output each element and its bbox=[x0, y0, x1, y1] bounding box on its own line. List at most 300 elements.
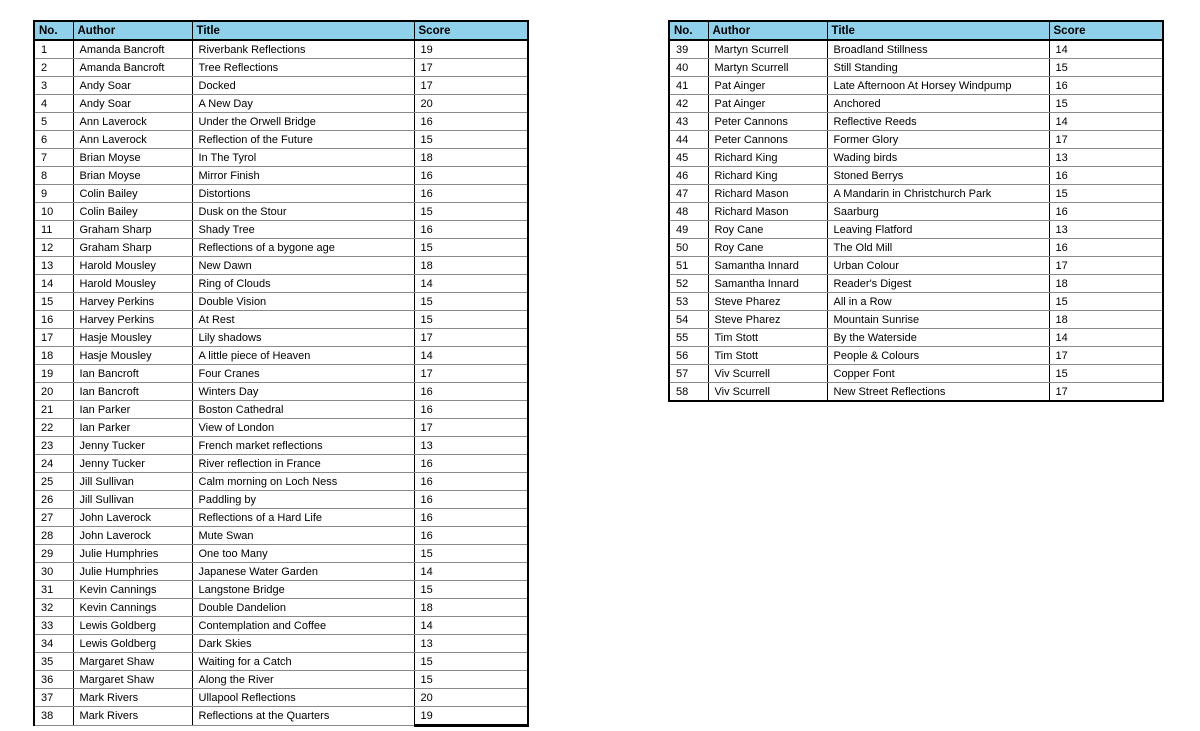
cell-title: A little piece of Heaven bbox=[192, 347, 414, 365]
cell-score: 17 bbox=[1049, 257, 1163, 275]
cell-author: Graham Sharp bbox=[73, 239, 192, 257]
table-row bbox=[34, 203, 528, 221]
cell-title: Riverbank Reflections bbox=[192, 40, 414, 59]
cell-score: 16 bbox=[1049, 77, 1163, 95]
column-header-author: Author bbox=[73, 21, 192, 40]
cell-score: 15 bbox=[1049, 365, 1163, 383]
cell-author: Jenny Tucker bbox=[73, 437, 192, 455]
cell-author: Roy Cane bbox=[708, 221, 827, 239]
table-row bbox=[34, 527, 528, 545]
cell-score: 18 bbox=[414, 257, 528, 275]
cell-score: 17 bbox=[414, 77, 528, 95]
cell-title: River reflection in France bbox=[192, 455, 414, 473]
cell-title: Reflections of a bygone age bbox=[192, 239, 414, 257]
table-row bbox=[34, 185, 528, 203]
cell-score: 17 bbox=[1049, 383, 1163, 402]
table-row bbox=[669, 311, 1163, 329]
cell-author: Ann Laverock bbox=[73, 131, 192, 149]
cell-no: 27 bbox=[34, 509, 73, 527]
cell-author: Kevin Cannings bbox=[73, 599, 192, 617]
cell-title: Tree Reflections bbox=[192, 59, 414, 77]
cell-title: Leaving Flatford bbox=[827, 221, 1049, 239]
cell-no: 35 bbox=[34, 653, 73, 671]
column-header-no: No. bbox=[669, 21, 708, 40]
cell-title: Broadland Stillness bbox=[827, 40, 1049, 59]
cell-score: 15 bbox=[414, 653, 528, 671]
cell-title: Winters Day bbox=[192, 383, 414, 401]
cell-title: French market reflections bbox=[192, 437, 414, 455]
table-row bbox=[34, 635, 528, 653]
cell-title: Boston Cathedral bbox=[192, 401, 414, 419]
cell-no: 50 bbox=[669, 239, 708, 257]
cell-title: Lily shadows bbox=[192, 329, 414, 347]
cell-no: 5 bbox=[34, 113, 73, 131]
cell-author: Martyn Scurrell bbox=[708, 59, 827, 77]
cell-title: People & Colours bbox=[827, 347, 1049, 365]
cell-title: Reader's Digest bbox=[827, 275, 1049, 293]
cell-no: 49 bbox=[669, 221, 708, 239]
cell-author: Amanda Bancroft bbox=[73, 59, 192, 77]
table-row bbox=[669, 113, 1163, 131]
cell-score: 14 bbox=[414, 347, 528, 365]
cell-no: 21 bbox=[34, 401, 73, 419]
table-row bbox=[669, 347, 1163, 365]
table-row bbox=[34, 95, 528, 113]
cell-title: Dusk on the Stour bbox=[192, 203, 414, 221]
cell-score: 16 bbox=[414, 527, 528, 545]
cell-score: 16 bbox=[414, 167, 528, 185]
cell-author: Viv Scurrell bbox=[708, 383, 827, 402]
cell-no: 11 bbox=[34, 221, 73, 239]
results-table-left bbox=[33, 20, 529, 727]
cell-author: Tim Stott bbox=[708, 329, 827, 347]
cell-no: 4 bbox=[34, 95, 73, 113]
cell-score: 19 bbox=[414, 707, 528, 726]
cell-author: John Laverock bbox=[73, 509, 192, 527]
cell-title: Langstone Bridge bbox=[192, 581, 414, 599]
cell-title: Wading birds bbox=[827, 149, 1049, 167]
cell-author: Margaret Shaw bbox=[73, 671, 192, 689]
cell-author: Graham Sharp bbox=[73, 221, 192, 239]
cell-author: Peter Cannons bbox=[708, 131, 827, 149]
cell-score: 15 bbox=[414, 311, 528, 329]
cell-title: Under the Orwell Bridge bbox=[192, 113, 414, 131]
table-row bbox=[34, 59, 528, 77]
table-body bbox=[669, 40, 1163, 401]
cell-score: 16 bbox=[414, 455, 528, 473]
cell-no: 57 bbox=[669, 365, 708, 383]
cell-author: Colin Bailey bbox=[73, 203, 192, 221]
table-row bbox=[34, 419, 528, 437]
cell-score: 15 bbox=[414, 293, 528, 311]
cell-title: Mute Swan bbox=[192, 527, 414, 545]
cell-author: Ian Bancroft bbox=[73, 365, 192, 383]
column-header-score: Score bbox=[1049, 21, 1163, 40]
table-row bbox=[34, 473, 528, 491]
cell-no: 42 bbox=[669, 95, 708, 113]
cell-title: Ring of Clouds bbox=[192, 275, 414, 293]
cell-author: Samantha Innard bbox=[708, 257, 827, 275]
cell-title: Distortions bbox=[192, 185, 414, 203]
table-row bbox=[669, 203, 1163, 221]
table-row bbox=[669, 167, 1163, 185]
cell-no: 13 bbox=[34, 257, 73, 275]
cell-score: 13 bbox=[1049, 149, 1163, 167]
cell-no: 51 bbox=[669, 257, 708, 275]
table-row bbox=[34, 599, 528, 617]
cell-no: 14 bbox=[34, 275, 73, 293]
table-row bbox=[34, 149, 528, 167]
cell-author: Andy Soar bbox=[73, 77, 192, 95]
cell-title: Former Glory bbox=[827, 131, 1049, 149]
cell-no: 38 bbox=[34, 707, 73, 726]
cell-score: 17 bbox=[414, 365, 528, 383]
cell-no: 2 bbox=[34, 59, 73, 77]
cell-title: All in a Row bbox=[827, 293, 1049, 311]
cell-author: Pat Ainger bbox=[708, 95, 827, 113]
table-row bbox=[34, 275, 528, 293]
cell-title: Japanese Water Garden bbox=[192, 563, 414, 581]
column-header-score: Score bbox=[414, 21, 528, 40]
cell-title: Docked bbox=[192, 77, 414, 95]
cell-author: Margaret Shaw bbox=[73, 653, 192, 671]
cell-title: Ullapool Reflections bbox=[192, 689, 414, 707]
cell-author: Ian Parker bbox=[73, 401, 192, 419]
cell-title: Reflections of a Hard Life bbox=[192, 509, 414, 527]
column-header-no: No. bbox=[34, 21, 73, 40]
cell-author: Ian Parker bbox=[73, 419, 192, 437]
table-row bbox=[669, 149, 1163, 167]
cell-author: Julie Humphries bbox=[73, 563, 192, 581]
table-row bbox=[34, 40, 528, 59]
cell-author: Mark Rivers bbox=[73, 707, 192, 726]
cell-title: Reflections at the Quarters bbox=[192, 707, 414, 726]
cell-title: Saarburg bbox=[827, 203, 1049, 221]
cell-title: Double Dandelion bbox=[192, 599, 414, 617]
cell-title: Mirror Finish bbox=[192, 167, 414, 185]
cell-score: 20 bbox=[414, 689, 528, 707]
cell-author: Brian Moyse bbox=[73, 167, 192, 185]
table-row bbox=[34, 563, 528, 581]
cell-author: Jill Sullivan bbox=[73, 491, 192, 509]
cell-title: Anchored bbox=[827, 95, 1049, 113]
cell-no: 18 bbox=[34, 347, 73, 365]
cell-no: 39 bbox=[669, 40, 708, 59]
cell-author: Tim Stott bbox=[708, 347, 827, 365]
cell-score: 16 bbox=[414, 491, 528, 509]
cell-author: Richard Mason bbox=[708, 203, 827, 221]
cell-score: 15 bbox=[414, 239, 528, 257]
cell-no: 47 bbox=[669, 185, 708, 203]
cell-author: Harvey Perkins bbox=[73, 311, 192, 329]
cell-title: View of London bbox=[192, 419, 414, 437]
cell-score: 16 bbox=[1049, 203, 1163, 221]
column-header-author: Author bbox=[708, 21, 827, 40]
cell-no: 22 bbox=[34, 419, 73, 437]
cell-author: Mark Rivers bbox=[73, 689, 192, 707]
table-row bbox=[34, 707, 528, 726]
cell-title: By the Waterside bbox=[827, 329, 1049, 347]
cell-score: 15 bbox=[414, 203, 528, 221]
cell-score: 15 bbox=[1049, 95, 1163, 113]
cell-score: 18 bbox=[414, 599, 528, 617]
cell-title: Late Afternoon At Horsey Windpump bbox=[827, 77, 1049, 95]
table-row bbox=[34, 383, 528, 401]
cell-no: 19 bbox=[34, 365, 73, 383]
cell-title: One too Many bbox=[192, 545, 414, 563]
cell-score: 15 bbox=[414, 545, 528, 563]
table-row bbox=[669, 365, 1163, 383]
cell-no: 8 bbox=[34, 167, 73, 185]
table-row bbox=[34, 329, 528, 347]
table-row bbox=[34, 617, 528, 635]
cell-title: Four Cranes bbox=[192, 365, 414, 383]
cell-title: New Dawn bbox=[192, 257, 414, 275]
cell-author: Amanda Bancroft bbox=[73, 40, 192, 59]
table-row bbox=[34, 77, 528, 95]
cell-score: 16 bbox=[1049, 239, 1163, 257]
cell-title: Dark Skies bbox=[192, 635, 414, 653]
cell-score: 16 bbox=[414, 401, 528, 419]
table-row bbox=[669, 40, 1163, 59]
table-row bbox=[669, 59, 1163, 77]
cell-score: 18 bbox=[414, 149, 528, 167]
cell-score: 14 bbox=[414, 617, 528, 635]
cell-author: Lewis Goldberg bbox=[73, 635, 192, 653]
cell-no: 33 bbox=[34, 617, 73, 635]
cell-author: Julie Humphries bbox=[73, 545, 192, 563]
cell-score: 17 bbox=[1049, 131, 1163, 149]
cell-no: 36 bbox=[34, 671, 73, 689]
cell-no: 34 bbox=[34, 635, 73, 653]
table-row bbox=[34, 365, 528, 383]
cell-author: Lewis Goldberg bbox=[73, 617, 192, 635]
cell-title: Paddling by bbox=[192, 491, 414, 509]
cell-score: 16 bbox=[414, 221, 528, 239]
cell-no: 43 bbox=[669, 113, 708, 131]
table-row bbox=[669, 383, 1163, 402]
cell-score: 15 bbox=[414, 671, 528, 689]
table-row bbox=[669, 257, 1163, 275]
table-row bbox=[34, 581, 528, 599]
cell-author: Peter Cannons bbox=[708, 113, 827, 131]
cell-score: 19 bbox=[414, 40, 528, 59]
cell-no: 7 bbox=[34, 149, 73, 167]
table-row bbox=[34, 401, 528, 419]
cell-score: 14 bbox=[1049, 113, 1163, 131]
cell-no: 53 bbox=[669, 293, 708, 311]
cell-author: Ian Bancroft bbox=[73, 383, 192, 401]
cell-no: 41 bbox=[669, 77, 708, 95]
results-table-right bbox=[668, 20, 1164, 402]
cell-score: 15 bbox=[414, 131, 528, 149]
cell-no: 12 bbox=[34, 239, 73, 257]
cell-no: 17 bbox=[34, 329, 73, 347]
cell-author: Samantha Innard bbox=[708, 275, 827, 293]
cell-no: 6 bbox=[34, 131, 73, 149]
cell-score: 14 bbox=[414, 563, 528, 581]
table-row bbox=[34, 113, 528, 131]
cell-score: 16 bbox=[414, 473, 528, 491]
table-body bbox=[34, 40, 528, 726]
cell-author: Andy Soar bbox=[73, 95, 192, 113]
cell-no: 32 bbox=[34, 599, 73, 617]
cell-title: Contemplation and Coffee bbox=[192, 617, 414, 635]
cell-title: Calm morning on Loch Ness bbox=[192, 473, 414, 491]
table-row bbox=[669, 239, 1163, 257]
cell-score: 15 bbox=[1049, 185, 1163, 203]
table-row bbox=[669, 293, 1163, 311]
table-row bbox=[34, 491, 528, 509]
cell-title: Double Vision bbox=[192, 293, 414, 311]
cell-score: 15 bbox=[1049, 59, 1163, 77]
cell-no: 16 bbox=[34, 311, 73, 329]
cell-author: John Laverock bbox=[73, 527, 192, 545]
cell-score: 16 bbox=[414, 185, 528, 203]
cell-title: New Street Reflections bbox=[827, 383, 1049, 402]
cell-title: A New Day bbox=[192, 95, 414, 113]
cell-author: Jenny Tucker bbox=[73, 455, 192, 473]
cell-author: Roy Cane bbox=[708, 239, 827, 257]
cell-no: 20 bbox=[34, 383, 73, 401]
cell-no: 56 bbox=[669, 347, 708, 365]
cell-title: In The Tyrol bbox=[192, 149, 414, 167]
cell-score: 18 bbox=[1049, 275, 1163, 293]
cell-score: 18 bbox=[1049, 311, 1163, 329]
cell-score: 16 bbox=[414, 509, 528, 527]
cell-no: 30 bbox=[34, 563, 73, 581]
table-row bbox=[34, 239, 528, 257]
cell-title: Reflective Reeds bbox=[827, 113, 1049, 131]
cell-no: 23 bbox=[34, 437, 73, 455]
cell-title: The Old Mill bbox=[827, 239, 1049, 257]
cell-no: 31 bbox=[34, 581, 73, 599]
cell-score: 17 bbox=[414, 59, 528, 77]
cell-no: 40 bbox=[669, 59, 708, 77]
cell-score: 13 bbox=[1049, 221, 1163, 239]
cell-score: 17 bbox=[414, 329, 528, 347]
table-row bbox=[34, 311, 528, 329]
column-header-title: Title bbox=[192, 21, 414, 40]
table-row bbox=[34, 689, 528, 707]
table-row bbox=[34, 131, 528, 149]
cell-score: 16 bbox=[414, 113, 528, 131]
cell-title: Stoned Berrys bbox=[827, 167, 1049, 185]
cell-author: Harvey Perkins bbox=[73, 293, 192, 311]
cell-author: Brian Moyse bbox=[73, 149, 192, 167]
table-row bbox=[34, 671, 528, 689]
header-row bbox=[669, 21, 1163, 40]
cell-no: 3 bbox=[34, 77, 73, 95]
cell-score: 14 bbox=[414, 275, 528, 293]
cell-title: Urban Colour bbox=[827, 257, 1049, 275]
cell-author: Colin Bailey bbox=[73, 185, 192, 203]
cell-score: 15 bbox=[1049, 293, 1163, 311]
cell-author: Hasje Mousley bbox=[73, 347, 192, 365]
cell-author: Jill Sullivan bbox=[73, 473, 192, 491]
cell-author: Pat Ainger bbox=[708, 77, 827, 95]
cell-title: A Mandarin in Christchurch Park bbox=[827, 185, 1049, 203]
cell-score: 16 bbox=[1049, 167, 1163, 185]
table-row bbox=[34, 257, 528, 275]
table-row bbox=[34, 455, 528, 473]
cell-title: Reflection of the Future bbox=[192, 131, 414, 149]
cell-author: Harold Mousley bbox=[73, 257, 192, 275]
table-row bbox=[669, 131, 1163, 149]
cell-no: 52 bbox=[669, 275, 708, 293]
cell-author: Richard Mason bbox=[708, 185, 827, 203]
cell-no: 28 bbox=[34, 527, 73, 545]
cell-title: Waiting for a Catch bbox=[192, 653, 414, 671]
cell-score: 17 bbox=[414, 419, 528, 437]
table-row bbox=[34, 221, 528, 239]
cell-score: 16 bbox=[414, 383, 528, 401]
table-row bbox=[34, 293, 528, 311]
table-row bbox=[669, 275, 1163, 293]
cell-title: Still Standing bbox=[827, 59, 1049, 77]
cell-author: Richard King bbox=[708, 167, 827, 185]
cell-score: 13 bbox=[414, 437, 528, 455]
cell-score: 13 bbox=[414, 635, 528, 653]
table-row bbox=[34, 167, 528, 185]
cell-author: Steve Pharez bbox=[708, 293, 827, 311]
cell-score: 20 bbox=[414, 95, 528, 113]
cell-title: At Rest bbox=[192, 311, 414, 329]
cell-score: 17 bbox=[1049, 347, 1163, 365]
cell-no: 46 bbox=[669, 167, 708, 185]
cell-no: 10 bbox=[34, 203, 73, 221]
cell-score: 14 bbox=[1049, 40, 1163, 59]
table-row bbox=[34, 653, 528, 671]
cell-no: 54 bbox=[669, 311, 708, 329]
table-row bbox=[34, 347, 528, 365]
cell-no: 48 bbox=[669, 203, 708, 221]
cell-author: Kevin Cannings bbox=[73, 581, 192, 599]
table-row bbox=[34, 509, 528, 527]
cell-title: Copper Font bbox=[827, 365, 1049, 383]
header-row bbox=[34, 21, 528, 40]
cell-no: 58 bbox=[669, 383, 708, 402]
table-row bbox=[669, 95, 1163, 113]
table-row bbox=[669, 77, 1163, 95]
cell-no: 25 bbox=[34, 473, 73, 491]
table-row bbox=[669, 221, 1163, 239]
cell-author: Ann Laverock bbox=[73, 113, 192, 131]
cell-title: Mountain Sunrise bbox=[827, 311, 1049, 329]
cell-no: 44 bbox=[669, 131, 708, 149]
cell-no: 24 bbox=[34, 455, 73, 473]
table-row bbox=[669, 329, 1163, 347]
cell-no: 37 bbox=[34, 689, 73, 707]
table-row bbox=[34, 437, 528, 455]
cell-no: 26 bbox=[34, 491, 73, 509]
cell-author: Steve Pharez bbox=[708, 311, 827, 329]
cell-title: Along the River bbox=[192, 671, 414, 689]
table-row bbox=[34, 545, 528, 563]
cell-no: 1 bbox=[34, 40, 73, 59]
cell-title: Shady Tree bbox=[192, 221, 414, 239]
table-row bbox=[669, 185, 1163, 203]
cell-score: 15 bbox=[414, 581, 528, 599]
cell-author: Richard King bbox=[708, 149, 827, 167]
cell-author: Hasje Mousley bbox=[73, 329, 192, 347]
cell-no: 15 bbox=[34, 293, 73, 311]
cell-score: 14 bbox=[1049, 329, 1163, 347]
cell-author: Viv Scurrell bbox=[708, 365, 827, 383]
column-header-title: Title bbox=[827, 21, 1049, 40]
cell-no: 55 bbox=[669, 329, 708, 347]
cell-no: 45 bbox=[669, 149, 708, 167]
